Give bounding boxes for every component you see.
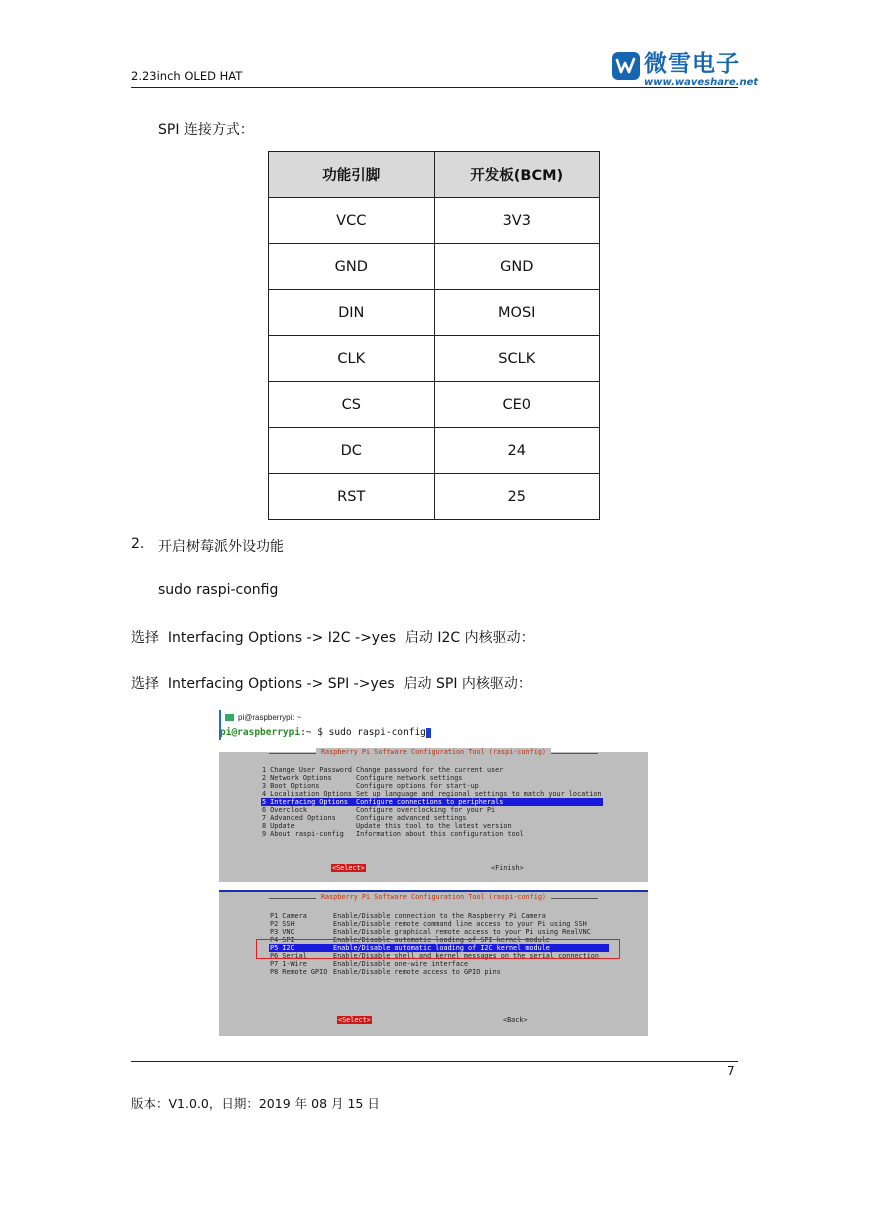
- menu-item[interactable]: [261, 774, 603, 782]
- instruction-i2c: 选择 Interfacing Options -> I2C ->yes 启动 I2C 内核驱动：: [131, 630, 535, 646]
- command-text: sudo raspi-config: [158, 582, 279, 598]
- bcm-pin-cell: MOSI: [434, 290, 600, 336]
- menu-item-description: Set up language and regional settings to match your location: [356, 790, 602, 798]
- panel-title-bar: [219, 893, 648, 901]
- menu-item[interactable]: [269, 960, 609, 968]
- raspi-config-interfacing-menu: [219, 890, 648, 1036]
- terminal-app-icon: [225, 714, 234, 721]
- waveshare-logo-icon: [612, 52, 640, 80]
- terminal-window-title: [225, 713, 301, 722]
- step-title: 开启树莓派外设功能: [158, 539, 284, 555]
- table-header-row: [269, 152, 600, 198]
- menu-item-key: 7 Advanced Options: [262, 814, 336, 822]
- menu-item-key: 4 Localisation Options: [262, 790, 353, 798]
- terminal-screenshot: [219, 710, 648, 1034]
- bcm-pin-cell: CE0: [434, 382, 600, 428]
- menu-item[interactable]: [261, 766, 603, 774]
- panel-title-bar: [219, 748, 648, 756]
- menu-item-key: 8 Update: [262, 822, 295, 830]
- back-button[interactable]: <Back>: [503, 1016, 528, 1024]
- menu-item-description: Enable/Disable shell and kernel messages on the serial connection: [333, 952, 599, 960]
- column-header-function-pin: 功能引脚: [269, 152, 435, 198]
- menu-item-description: Information about this configuration tool: [356, 830, 524, 838]
- finish-button[interactable]: <Finish>: [491, 864, 524, 872]
- logo-chinese-name: 微雪电子: [644, 51, 740, 77]
- table-row: [269, 244, 600, 290]
- table-row: [269, 290, 600, 336]
- terminal-command-line: [220, 727, 431, 738]
- terminal-cursor: [426, 728, 431, 738]
- waveshare-logo: [612, 50, 759, 90]
- header-doc-title: 2.23inch OLED HAT: [131, 69, 243, 83]
- footer-rule: [131, 1061, 738, 1062]
- menu-item-key: P6 Serial: [270, 952, 307, 960]
- column-header-board-bcm: 开发板(BCM): [434, 152, 600, 198]
- table-row: [269, 474, 600, 520]
- bcm-pin-cell: 25: [434, 474, 600, 520]
- menu-item-key: P2 SSH: [270, 920, 295, 928]
- menu-item-description: Enable/Disable one-wire interface: [333, 960, 469, 968]
- bcm-pin-cell: GND: [434, 244, 600, 290]
- menu-item-description: Configure options for start-up: [356, 782, 479, 790]
- menu-item[interactable]: [269, 912, 609, 920]
- menu-item-description: Enable/Disable graphical remote access to your Pi using RealVNC: [333, 928, 591, 936]
- menu-item[interactable]: [261, 814, 603, 822]
- table-row: [269, 428, 600, 474]
- menu-item[interactable]: [269, 920, 609, 928]
- pin-name-cell: DC: [269, 428, 435, 474]
- menu-item-description: Configure network settings: [356, 774, 463, 782]
- menu-item[interactable]: [269, 928, 609, 936]
- pin-name-cell: VCC: [269, 198, 435, 244]
- header-rule: [131, 87, 738, 88]
- highlight-box: [256, 939, 620, 959]
- menu-item-description: Update this tool to the latest version: [356, 822, 512, 830]
- pin-name-cell: CS: [269, 382, 435, 428]
- menu-item[interactable]: [261, 782, 603, 790]
- version-info: 版本：V1.0.0，日期：2019 年 08 月 15 日: [131, 1096, 380, 1111]
- menu-item-description: Enable/Disable automatic loading of I2C kernel module: [333, 944, 550, 952]
- menu-item-key: P5 I2C: [270, 944, 295, 952]
- menu-item[interactable]: [261, 822, 603, 830]
- menu-item-key: 9 About raspi-config: [262, 830, 344, 838]
- pin-name-cell: RST: [269, 474, 435, 520]
- menu-item[interactable]: [261, 806, 603, 814]
- menu-item-key: 5 Interfacing Options: [262, 798, 348, 806]
- menu-item-description: Enable/Disable connection to the Raspberry Pi Camera: [333, 912, 546, 920]
- menu-item[interactable]: [261, 790, 603, 798]
- menu-item-description: Enable/Disable automatic loading of SPI kernel module: [333, 936, 550, 944]
- logo-url: www.waveshare.net: [644, 77, 759, 88]
- menu-item-description: Configure overclocking for your Pi: [356, 806, 496, 814]
- menu-item-description: Enable/Disable remote command line access to your Pi using SSH: [333, 920, 587, 928]
- pin-name-cell: DIN: [269, 290, 435, 336]
- prompt-user: pi@raspberrypi: [220, 727, 301, 738]
- menu-item-key: P7 1-Wire: [270, 960, 307, 968]
- menu-item-key: P4 SPI: [270, 936, 295, 944]
- menu-item-key: P3 VNC: [270, 928, 295, 936]
- table-row: [269, 336, 600, 382]
- instruction-spi: 选择 Interfacing Options -> SPI ->yes 启动 SPI 内核驱动：: [131, 676, 532, 692]
- menu-item-description: Configure advanced settings: [356, 814, 467, 822]
- menu-item-description: Enable/Disable remote access to GPIO pins: [333, 968, 501, 976]
- menu-item[interactable]: [261, 830, 603, 838]
- bcm-pin-cell: 3V3: [434, 198, 600, 244]
- bcm-pin-cell: SCLK: [434, 336, 600, 382]
- menu-item[interactable]: [269, 968, 609, 976]
- menu-item-key: 2 Network Options: [262, 774, 332, 782]
- pin-name-cell: CLK: [269, 336, 435, 382]
- menu-item-description: Configure connections to peripherals: [356, 798, 504, 806]
- menu-item[interactable]: [261, 798, 603, 806]
- select-button[interactable]: <Select>: [338, 1016, 371, 1024]
- menu-item-key: 6 Overclock: [262, 806, 308, 814]
- menu-item-description: Change password for the current user: [356, 766, 504, 774]
- pin-name-cell: GND: [269, 244, 435, 290]
- prompt-command: :~ $ sudo raspi-config: [300, 727, 426, 738]
- table-row: [269, 382, 600, 428]
- raspi-config-main-menu: [219, 748, 648, 882]
- terminal-title-text: pi@raspberrypi: ~: [238, 713, 302, 722]
- select-button[interactable]: <Select>: [332, 864, 365, 872]
- menu-item-key: 3 Boot Options: [262, 782, 320, 790]
- menu-item-key: 1 Change User Password: [262, 766, 353, 774]
- bcm-pin-cell: 24: [434, 428, 600, 474]
- spi-connection-heading: SPI 连接方式：: [158, 122, 254, 138]
- step-number: 2.: [131, 536, 145, 552]
- page-number: 7: [727, 1064, 735, 1078]
- panel-title: Raspberry Pi Software Configuration Tool (raspi-config): [316, 748, 551, 756]
- menu-item-key: P8 Remote GPIO: [270, 968, 328, 976]
- panel-title: Raspberry Pi Software Configuration Tool (raspi-config): [316, 893, 551, 901]
- table-row: [269, 198, 600, 244]
- menu-item-key: P1 Camera: [270, 912, 307, 920]
- pin-mapping-table: [268, 151, 600, 520]
